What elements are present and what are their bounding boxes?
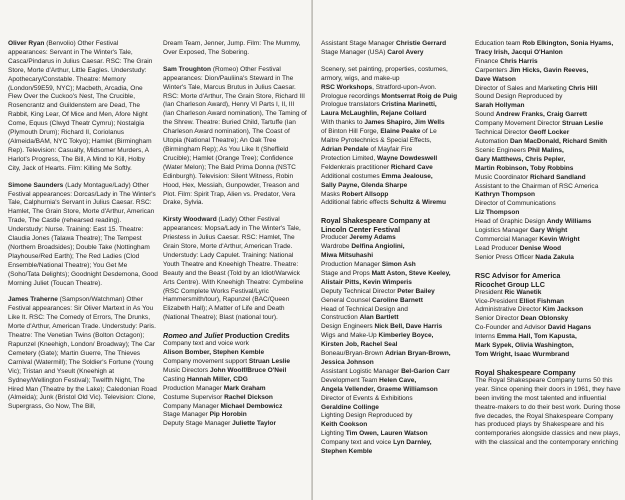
lincoln-heading-2: Lincoln Center Festival xyxy=(321,225,401,235)
credit-role: Scenery, set painting, properties, costumes, armory, wigs, and make-up xyxy=(321,65,448,82)
credit-name: Sally Payne, Glenda Sharpe xyxy=(321,181,408,189)
credit-role: Company Manager xyxy=(163,402,221,410)
credit-name: Geoff Locker xyxy=(528,129,570,137)
credit-role: Commercial Manager xyxy=(475,235,540,243)
credit-name: Montserrat Roig de Puig xyxy=(381,92,458,100)
credit-role: Scenic Engineers xyxy=(475,146,528,154)
credit-name: Lyn Darnley, xyxy=(393,439,432,447)
credit-role: Sound xyxy=(475,111,496,119)
credit-name: Sarah Hollyman xyxy=(475,102,525,110)
credit-line xyxy=(475,67,621,76)
credit-name: Jim Hicks, Gavin Reeves, xyxy=(509,66,589,74)
thanks-list xyxy=(321,66,471,209)
credit-role: Music Coordinator xyxy=(475,173,530,181)
credit-name: Mark Sypek, Olivia Washington, xyxy=(475,342,574,350)
credit-role: Deputy Stage Manager xyxy=(163,420,233,428)
credit-line xyxy=(163,367,307,376)
credit-role: General Counsel xyxy=(321,296,372,304)
credit-line xyxy=(475,342,621,351)
credit-name: Geraldine Collinge xyxy=(321,403,379,411)
credit-role: Additional costumes xyxy=(321,172,382,180)
credit-name: Bel-Garion Carr xyxy=(401,367,450,375)
credit-role: Director of Events & Exhibitions xyxy=(321,394,413,402)
credit-line xyxy=(475,254,621,263)
credit-line xyxy=(321,252,471,261)
credit-role: Sound Design Reproduced by xyxy=(475,93,563,101)
credit-role: Finance xyxy=(475,57,501,65)
credit-line xyxy=(475,324,621,333)
credit-line xyxy=(475,147,621,156)
credit-line xyxy=(321,288,471,297)
lincoln-heading: Royal Shakespeare Company at xyxy=(321,216,431,226)
credit-line xyxy=(321,191,471,200)
credits-column-1 xyxy=(321,40,471,457)
credit-name: Emma Hall, Tom Kapusta, xyxy=(496,333,577,341)
credit-role: With thanks to xyxy=(321,119,365,127)
credit-line xyxy=(321,137,471,146)
credit-role: , Stratford-upon-Avon. xyxy=(372,83,437,91)
credit-name: Wayne Dowdeswell xyxy=(377,154,438,162)
bio-column-1 xyxy=(8,40,158,420)
credit-role: of Binton Hill Forge, xyxy=(321,128,381,136)
credit-name: Phil Malins, xyxy=(527,146,564,154)
credit-name: David Hagans xyxy=(547,324,592,332)
credit-line xyxy=(321,101,471,110)
credit-line xyxy=(321,84,471,93)
credit-line xyxy=(475,200,621,209)
credit-line xyxy=(163,403,307,412)
credit-line xyxy=(321,182,471,191)
credit-role: Production Manager xyxy=(163,384,224,392)
credit-name: Rob Elkington, Sonia Hyams, xyxy=(522,40,614,47)
credit-name: Gary Matthews, Chris Pepler, xyxy=(475,155,566,163)
credit-role: of Mayfair Fire xyxy=(368,145,413,153)
credit-line xyxy=(475,165,621,174)
credit-line xyxy=(321,93,471,102)
rsc-description: The Royal Shakespeare Company turns 50 this year. Since opening their doors in 1961, they have been inviting the most talented and influential theatre-makers to do their best work. During those five decades, the Royal Shakespeare Company has produced plays by Shakespeare and his contemporaries alongside classics and new plays, with the classical and the contemporary enriching xyxy=(475,376,621,447)
credit-line xyxy=(321,234,471,243)
credit-role: Lead Producer xyxy=(475,244,520,252)
credit-name: Peter Bailey xyxy=(397,287,435,295)
credit-role: Co-Founder and Advisor xyxy=(475,324,548,332)
credit-name: James Shapiro, Jim Wells xyxy=(364,119,445,127)
credit-role: Company Movement Director xyxy=(475,120,562,128)
credit-line xyxy=(321,297,471,306)
credit-line xyxy=(321,146,471,155)
credit-line xyxy=(475,315,621,324)
bio-simone-saunders xyxy=(8,182,158,289)
credit-name: Tom Wright, Isaac Wurmbrand xyxy=(475,351,570,358)
credit-role: Masks xyxy=(321,190,342,198)
credit-role: Prologue recordings xyxy=(321,92,382,100)
credit-name: Liz Thompson xyxy=(475,209,520,217)
credit-name: Delfina Angiolini, xyxy=(351,243,405,251)
credit-line xyxy=(475,40,621,49)
credit-role: Stage Manager (USA) xyxy=(321,48,388,56)
credit-name: Ric Wanetik xyxy=(504,288,542,296)
credit-role: Head of Technical Design and xyxy=(321,305,408,313)
credit-line xyxy=(321,368,471,377)
credit-role: Assistant to the Chairman of RSC America xyxy=(475,182,599,190)
credit-role: Lighting Design Reproduced by xyxy=(321,412,413,420)
credit-line xyxy=(475,289,621,298)
credit-line xyxy=(475,76,621,85)
credit-line xyxy=(321,421,471,430)
credit-line xyxy=(163,340,307,349)
credit-role: Automation xyxy=(475,137,510,145)
credit-role: Director of Sales and Marketing xyxy=(475,84,569,92)
bio-name: Kirsty Woodward xyxy=(163,216,217,224)
credit-name: Robert Allsopp xyxy=(341,190,389,198)
credit-role: Company text and voice xyxy=(321,439,394,447)
credit-role: Company movement support xyxy=(163,358,249,365)
credit-name: Alistair Pitts, Kevin Wimperis xyxy=(321,278,412,286)
credit-role: Company text and voice work xyxy=(163,340,249,348)
credit-role: Carpenters xyxy=(475,66,510,74)
credit-name: Kirsten Job, Rachel Seal xyxy=(321,341,398,349)
bio-text: (Romeo) Other Festival appearances: Dion/Pauliina's Steward in The Winter's Tale, Marcus Brutus in Julius Caesar. RSC: Morte d'Arthur, The Grain Store, Richard III (Ian Charleson Award), Henry VI Parts I, II, III (Ian Charleson Award nomination), The Taming of the Shrew. Theatre: Buried Child, Tartuffe (Ian Charleson Award nomination), The Coast of Utopia (National Theatre); An Oak Tree (Birmingham Rep); As You Like It (Sheffield Crucible); Hamlet (Orange Tree); Confidence (Water Melon); The Bald Prima Donna (NSTC Edinburgh). Television: Silent Witness, Robin Hood, Hex, Messiah, Gunpowder, Treason and Plot. Film: Spirit Trap, Alien vs. Predator, Vera Drake, Sylvia. xyxy=(163,65,307,207)
credit-name: Elaine Peake xyxy=(380,128,421,136)
credit-line xyxy=(321,261,471,270)
credit-name: Elliot Fishman xyxy=(519,297,565,305)
credit-line xyxy=(475,245,621,254)
credit-line xyxy=(321,404,471,413)
credit-line xyxy=(475,174,621,183)
credit-name: Struan Leslie xyxy=(248,358,291,365)
heading-tail: Production Credits xyxy=(222,331,290,341)
credit-role: Stage and Props xyxy=(321,269,372,277)
credit-line xyxy=(321,155,471,164)
credit-name: Pip Horobin xyxy=(209,411,247,419)
credit-line xyxy=(321,323,471,332)
credit-line xyxy=(321,243,471,252)
credit-line xyxy=(321,270,471,279)
credit-name: Cristina Marinetti, xyxy=(381,101,437,109)
credit-name: Richard Sandland xyxy=(529,173,586,181)
credit-name: Alison Bomber, Stephen Kemble xyxy=(163,349,265,357)
credit-role: Assistant Stage Manager xyxy=(321,40,396,47)
play-title: Romeo and Juliet xyxy=(163,331,223,341)
credit-line xyxy=(475,156,621,165)
credit-line xyxy=(475,236,621,245)
credit-line xyxy=(321,350,471,359)
credit-name: Adrian Bryan-Brown, xyxy=(385,350,451,358)
credit-role: Additional fabric effects xyxy=(321,199,391,207)
credit-name: Keith Cookson xyxy=(321,421,368,429)
rsc-heading: Royal Shakespeare Company xyxy=(475,367,576,377)
credit-name: Dean Oblonsky xyxy=(520,315,569,323)
credit-line xyxy=(321,199,471,208)
credit-line xyxy=(475,218,621,227)
credit-line xyxy=(321,448,471,457)
credit-role: Lighting xyxy=(321,430,346,438)
credit-line xyxy=(321,412,471,421)
credit-name: Denise Wood xyxy=(519,244,562,252)
advisor-list xyxy=(475,289,621,360)
credit-role: Assistant Logistic Manager xyxy=(321,367,402,375)
credit-name: Schultz & Wiremu xyxy=(390,199,446,207)
credit-role: Technical Director xyxy=(475,129,529,137)
bio-column-2 xyxy=(163,40,307,429)
bio-name: Simone Saunders xyxy=(8,181,64,189)
credit-line xyxy=(163,394,307,403)
stage-management-list xyxy=(321,40,471,58)
credit-name: Caroline Barnett xyxy=(371,296,423,304)
credit-line xyxy=(321,359,471,368)
credit-line xyxy=(475,191,621,200)
credit-name: Hannah Miller, CDG xyxy=(187,375,248,383)
credit-line xyxy=(321,377,471,386)
credit-role: Interns xyxy=(475,333,497,341)
credit-name: Kathryn Thompson xyxy=(475,191,536,199)
credit-line xyxy=(475,102,621,111)
credit-line xyxy=(163,358,307,367)
credit-role: Maitre Pyrotechnics & Special Effects, xyxy=(321,137,432,145)
credit-line xyxy=(321,306,471,315)
credit-line xyxy=(321,395,471,404)
credit-line xyxy=(321,128,471,137)
credit-line xyxy=(475,49,621,58)
credit-role: Logistics Manager xyxy=(475,227,530,235)
credit-role: Vice-President xyxy=(475,297,520,305)
credit-role: Administrative Director xyxy=(475,306,543,314)
credit-name: Dave Watson xyxy=(475,75,516,83)
credit-line xyxy=(163,420,307,429)
credit-name: Andy Williams xyxy=(546,218,592,226)
credit-line xyxy=(475,120,621,129)
bio-text: (Lady) Other Festival appearances: Mopsa/Lady in The Winter's Tale, Priestess in Julius Caesar. RSC: Hamlet, The Grain Store, Morte d'Arthur, American Trade. Understudy: Lady Capulet. Training: National Youth Theatre and Kneehigh Theatre. Theatre: Beauty and the Beast (Told by an Idiot/Warwick Arts Centre). With Kneehigh Theatre: Cymbeline (RSC Complete Works Festival/Lyric Hammersmith/tour), Rapunzel (BAC/Queen Elizabeth Hall); A Matter of Life and Death (National Theatre); Blast (national tour). xyxy=(163,216,304,322)
credit-line xyxy=(475,85,621,94)
credit-role: Design Engineers xyxy=(321,323,375,331)
credit-name: Mark Graham xyxy=(223,384,266,392)
credit-role: Deputy Technical Director xyxy=(321,287,398,295)
bio-text: (Lady Montague/Lady) Other Festival appearances: Dorcas/Lady in The Winter's Tale, Calphurnia's Servant in Julius Caesar. RSC: Hamlet, The Grain Store, Morte d'Arthur, American Trade, The Castle (rehearsed reading). Understudy: Nurse. Training: East 15. Theatre: Claudia Jones (Talawa Theatre); The Tempest (Northern Broadsides); Double Take (Nottingham Playhouse/Red Earth); The Red Ladies (Clod Ensemble/National Theatre); You Get Me (Soho/Tata Delights); Goodnight Desdemona, Good Morning Juliet (Toucan Theatre). xyxy=(8,181,158,287)
credit-name: Michael Dembowicz xyxy=(220,402,283,410)
credit-name: Chris Hill xyxy=(568,84,598,92)
advisor-heading: RSC Advisor for America xyxy=(475,270,561,280)
credit-name: Miwa Mitsuhashi xyxy=(321,252,374,260)
credit-name: Alan Bartlett xyxy=(359,314,399,322)
credit-name: Nada Zakula xyxy=(535,253,574,261)
credit-name: Helen Cave, xyxy=(379,376,417,384)
bio-sam-troughton xyxy=(163,66,307,209)
credit-role: Feldenkrais practitioner xyxy=(321,163,391,171)
credit-role: Senior Press Officer xyxy=(475,253,536,261)
credit-role: Stage Manager xyxy=(163,411,210,419)
credit-name: Gary Wright xyxy=(529,227,568,235)
credit-name: Nick Bell, Dave Harris xyxy=(374,323,443,331)
credit-role: Protection Limited, xyxy=(321,154,378,162)
credit-role: of Le xyxy=(420,128,437,136)
credits-column-2 xyxy=(475,40,621,456)
credit-role: Boneau/Bryan-Brown xyxy=(321,350,386,358)
credit-line xyxy=(163,349,307,358)
credit-name: Jessica Johnson xyxy=(321,359,374,366)
advisor-heading-2: Ricochet Group LLC xyxy=(475,279,545,289)
bio-name: Oliver Ryan xyxy=(8,40,45,47)
production-credits-heading xyxy=(163,331,307,340)
credit-name: Andrew Franks, Craig Garrett xyxy=(495,111,588,119)
credit-line xyxy=(321,110,471,119)
credit-name: Kevin Wright xyxy=(539,235,580,243)
credit-name: Stephen Kemble xyxy=(321,448,373,456)
credit-line xyxy=(321,386,471,395)
bio-james-traherne xyxy=(8,296,158,412)
credit-role: Senior Director xyxy=(475,315,521,323)
credit-role: Education team xyxy=(475,40,523,47)
credit-line xyxy=(475,183,621,192)
lincoln-credits-list xyxy=(321,234,471,457)
credit-name: Rachel Dickson xyxy=(224,393,273,401)
credit-name: Jeremy Adams xyxy=(349,234,396,242)
credit-name: Richard Cave xyxy=(390,163,433,171)
credit-name: Matt Aston, Steve Keeley, xyxy=(371,269,451,277)
credit-line xyxy=(163,411,307,420)
credit-line xyxy=(321,430,471,439)
credit-name: John Woolf/Bruce O'Neil xyxy=(209,366,287,374)
credit-line xyxy=(475,306,621,315)
credit-line xyxy=(475,227,621,236)
credit-name: Emma Jealouse, xyxy=(381,172,433,180)
credit-line xyxy=(475,111,621,120)
bio-text: (Benvolio) Other Festival appearances: Servant in The Winter's Tale, Casca/Pindarus in Julius Caesar. RSC: The Grain Store, Morte d'Arthur, Little Eagles. Understudy: Apothecary/Constable. Theatre: Memory (London/59E59, NYC); Macbeth, Arcadia, One Flew Over the Cuckoo's Nest, The Crucible, Rosencrantz and Guildenstern are Dead, The Rabbit, King Lear, Of Mice and Men, Afore Night Come, Equus (Clwyd Theatr Cymru); Nostalgia (Plymouth Drum); Richard II, Coriolanus (Almeida/BAM, NYC Tokyo); Hamlet (Birmingham Rep). Television: Casualty, Midsomer Murders, A Harlot's Progress, The Bill, A Mind to Kill, Holby City, Jack of Hearts. Film: Killing Me Softly. xyxy=(8,40,153,172)
credit-name: Kimberley Boyce, xyxy=(378,332,434,340)
bio-oliver-ryan xyxy=(8,40,158,174)
credit-line xyxy=(475,93,621,102)
credit-name: Christie Gerrard xyxy=(395,40,447,47)
credits-list xyxy=(163,340,307,429)
credit-line xyxy=(321,173,471,182)
credit-role: Production Manager xyxy=(321,261,382,269)
credit-role: Wardrobe xyxy=(321,243,352,251)
credit-role: Casting xyxy=(163,375,188,383)
credit-line xyxy=(475,138,621,147)
credit-name: Adrian Pendale xyxy=(321,145,369,153)
credit-name: Chris Harris xyxy=(500,57,538,65)
credit-line xyxy=(475,298,621,307)
credit-name: Tim Owen, Lauren Watson xyxy=(345,430,428,438)
credit-line xyxy=(475,333,621,342)
credit-line xyxy=(321,314,471,323)
credit-name: Simon Ash xyxy=(381,261,416,269)
credit-line xyxy=(321,279,471,288)
credit-line xyxy=(321,49,471,58)
credit-line xyxy=(475,58,621,67)
credit-name: Carol Avery xyxy=(387,48,424,56)
credit-role: Costume Supervisor xyxy=(163,393,225,401)
credit-line xyxy=(321,66,471,84)
credit-name: Laura McLaughlin, Rejane Collard xyxy=(321,110,427,118)
credit-name: Juliette Taylor xyxy=(232,420,277,428)
credit-line xyxy=(321,439,471,448)
credit-line xyxy=(321,119,471,128)
credit-role: Producer xyxy=(321,234,350,242)
credit-role: Wigs and Make-Up xyxy=(321,332,379,340)
credit-line xyxy=(475,129,621,138)
bio-kirsty-woodward xyxy=(163,216,307,323)
staff-list xyxy=(475,40,621,263)
credit-line xyxy=(475,351,621,360)
credit-line xyxy=(475,209,621,218)
credit-line xyxy=(321,332,471,341)
credit-role: Development Team xyxy=(321,376,380,384)
credit-name: RSC Workshops xyxy=(321,83,373,91)
credit-name: Struan Leslie xyxy=(561,120,604,128)
credit-line xyxy=(321,341,471,350)
credit-name: Dan MacDonald, Richard Smith xyxy=(509,137,608,145)
credit-line xyxy=(321,40,471,49)
credit-name: Angela Vellender, Graeme Williamson xyxy=(321,385,438,393)
credit-line xyxy=(163,385,307,394)
bio-text: (Sampson/Watchman) Other Festival appearances: Sir Oliver Martext in As You Like It. RSC: The Comedy of Errors, The Drunks, Morte d'Arthur, American Trade. Understudy: Paris. Theatre: The Venetian Twins (Bolton Octagon); Rapunzel (Kneehigh, London/ Broadway); The Car Cemetery (Gate); Martin Guerre, The Thieves Carnival (Watermill); The Soldier's Fortune (Young Vic); Tristan and Yseult (Kneehigh at Sydney/Wellington Festival); Twelfth Night, The Hired Man (Theatre by the Lake); Caledonian Road (Almeida); Junk (Bristol Old Vic). Television: Clone, Supergrass, Go Now, The Bill, xyxy=(8,296,157,411)
credit-role: Head of Graphic Design xyxy=(475,218,547,226)
credit-line xyxy=(321,164,471,173)
credit-role: Prologue translators xyxy=(321,101,382,109)
bio-name: James Traherne xyxy=(8,296,58,304)
credit-name: Tracy Irish, Jacqui O'Hanlon xyxy=(475,48,563,56)
credit-role: Director of Communications xyxy=(475,200,556,208)
credit-line xyxy=(163,376,307,385)
bio-continuation: Dream Team, Jenner, Jump. Film: The Mummy, Over Exposed, The Sobering. xyxy=(163,40,301,56)
credit-role: Music Directors xyxy=(163,366,210,374)
credit-name: Kim Jackson xyxy=(542,306,584,314)
credit-role: President xyxy=(475,288,505,296)
bio-name: Sam Troughton xyxy=(163,65,212,73)
credit-role: Construction xyxy=(321,314,360,322)
credit-name: Martin Robinson, Toby Robbins xyxy=(475,164,574,172)
